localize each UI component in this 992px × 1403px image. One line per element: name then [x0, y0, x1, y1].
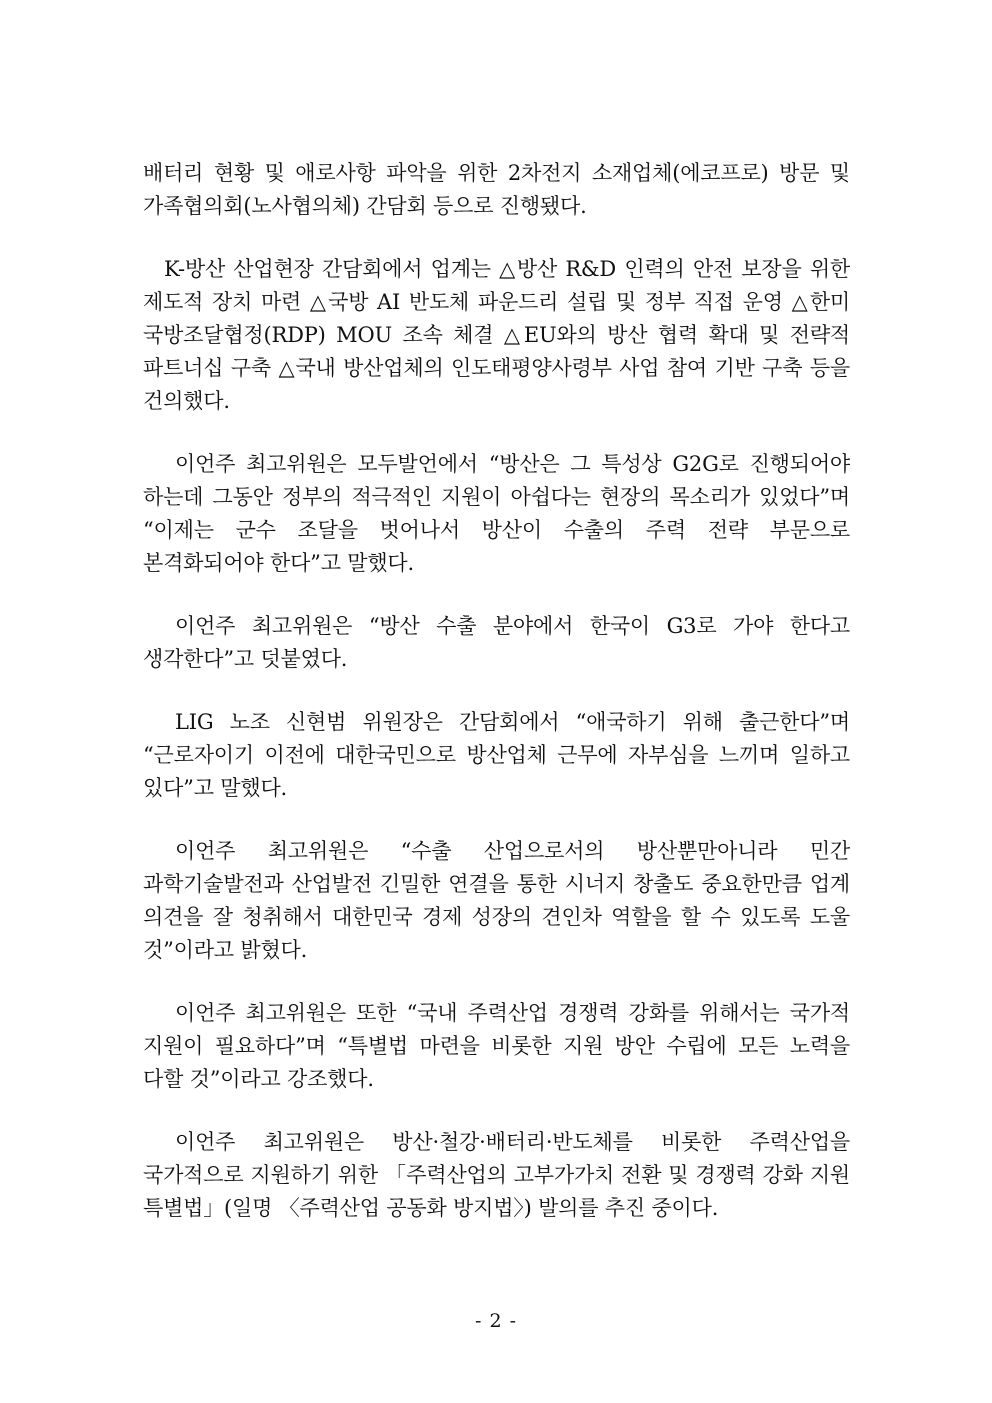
paragraph-special-act-remark: 이언주 최고위원은 또한 “국내 주력산업 경쟁력 강화를 위해서는 국가적 지원이 필요하다”며 “특별법 마련을 비롯한 지원 방안 수립에 모든 노력을 다할 것”이라고 강조했다. [143, 1001, 850, 1091]
page-number: - 2 - [474, 1310, 517, 1332]
paragraph-opening-remarks: 이언주 최고위원은 모두발언에서 “방산은 그 특성상 G2G로 진행되어야 하는데 그동안 정부의 적극적인 지원이 아쉽다는 현장의 목소리가 있었다”며 “이제는 군수 조달을 벗어나서 방산이 수출의 주력 전략 부문으로 본격화되어야 한다”고 말했다. [143, 452, 850, 575]
paragraph-union-remark: LIG 노조 신현범 위원장은 간담회에서 “애국하기 위해 출근한다”며 “근로자이기 이전에 대한국민으로 방산업체 근무에 자부심을 느끼며 일하고 있다”고 말했다. [143, 710, 850, 800]
paragraph-bill-proposal: 이언주 최고위원은 방산·철강·배터리·반도체를 비롯한 주력산업을 국가적으로 지원하기 위한 「주력산업의 고부가가치 전환 및 경쟁력 강화 지원 특별법」(일명 〈주력산업 공동화 방지법〉) 발의를 추진 중이다. [143, 1130, 850, 1220]
paragraph-g3-remark: 이언주 최고위원은 “방산 수출 분야에서 한국이 G3로 가야 한다고 생각한다”고 덧붙였다. [143, 614, 850, 671]
paragraph-synergy-remark: 이언주 최고위원은 “수출 산업으로서의 방산뿐만아니라 민간 과학기술발전과 산업발전 긴밀한 연결을 통한 시너지 창출도 중요한만큼 업계 의견을 잘 청취해서 대한민국 경제 성장의 견인차 역할을 할 수 있도록 도울 것”이라고 밝혔다. [143, 839, 850, 962]
document-body [143, 157, 850, 1255]
paragraph-industry-requests: K-방산 산업현장 간담회에서 업계는 △방산 R&D 인력의 안전 보장을 위한 제도적 장치 마련 △국방 AI 반도체 파운드리 설립 및 정부 직접 운영 △한미 국방조달협정(RDP) MOU 조속 체결 △EU와의 방산 협력 확대 및 전략적 파트너십 구축 △국내 방산업체의 인도태평양사령부 사업 참여 기반 구축 등을 건의했다. [143, 257, 850, 413]
paragraph-battery-visit: 배터리 현황 및 애로사항 파악을 위한 2차전지 소재업체(에코프로) 방문 및 가족협의회(노사협의체) 간담회 등으로 진행됐다. [143, 161, 850, 218]
